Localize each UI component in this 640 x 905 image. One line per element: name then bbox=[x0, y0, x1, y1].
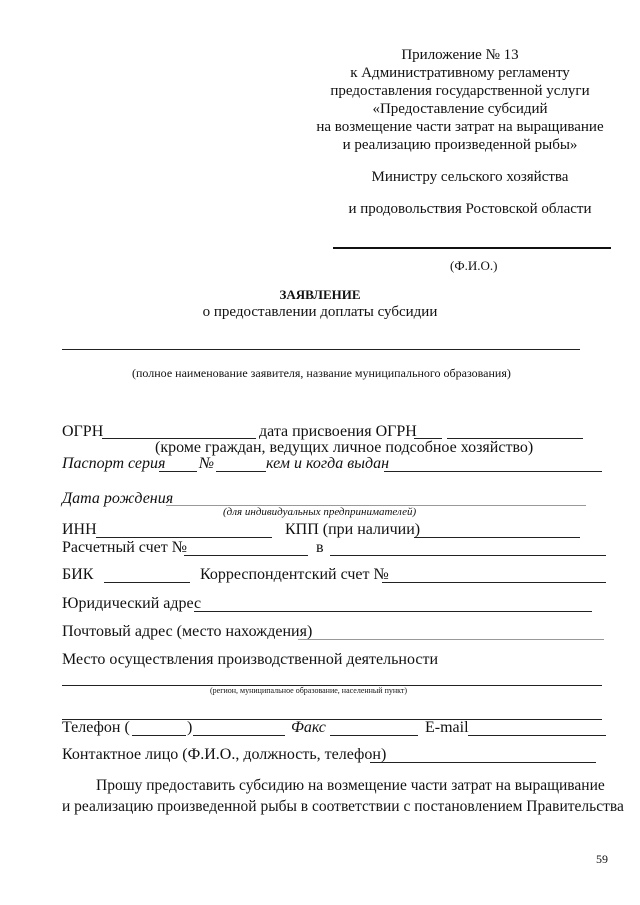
contact-person-label: Контактное лицо (Ф.И.О., должность, телефон) bbox=[62, 746, 387, 763]
birth-date-label: Дата рождения bbox=[62, 490, 174, 507]
inn-input[interactable] bbox=[96, 522, 272, 538]
activity-place-extra-input[interactable] bbox=[62, 704, 602, 720]
document-title: ЗАЯВЛЕНИЕ bbox=[279, 287, 361, 302]
bank-name-input[interactable] bbox=[330, 540, 606, 556]
document-subtitle: о предоставлении доплаты субсидии bbox=[202, 304, 438, 320]
fio-caption: (Ф.И.О.) bbox=[450, 258, 498, 273]
activity-place-label: Место осуществления производственной деятельности bbox=[62, 651, 439, 668]
ogrn-date-input[interactable] bbox=[447, 423, 583, 439]
activity-place-note: (регион, муниципальное образование, населенный пункт) bbox=[210, 686, 408, 695]
phone-number-input[interactable] bbox=[193, 720, 285, 736]
appendix-line-3: предоставления государственной услуги bbox=[330, 83, 590, 99]
birth-date-note: (для индивидуальных предпринимателей) bbox=[223, 506, 417, 518]
recipient-line-2: и продовольствия Ростовской области bbox=[348, 201, 592, 217]
appendix-line-6: и реализацию произведенной рыбы» bbox=[342, 137, 578, 153]
page-number: 59 bbox=[596, 852, 608, 866]
fax-label: Факс bbox=[291, 719, 326, 736]
account-label: Расчетный счет № bbox=[62, 539, 187, 556]
bik-label: БИК bbox=[62, 566, 94, 583]
appendix-line-5: на возмещение части затрат на выращивание bbox=[316, 119, 604, 135]
recipient-line-1: Министру сельского хозяйства bbox=[371, 169, 569, 185]
passport-series-input[interactable] bbox=[159, 456, 197, 472]
postal-address-label: Почтовый адрес (место нахождения) bbox=[62, 623, 313, 640]
appendix-number: Приложение № 13 bbox=[401, 47, 519, 63]
corr-account-input[interactable] bbox=[382, 567, 606, 583]
bank-in-label: в bbox=[316, 539, 324, 556]
legal-address-input[interactable] bbox=[194, 596, 592, 612]
passport-series-label: Паспорт серия bbox=[62, 455, 166, 472]
birth-date-input[interactable] bbox=[166, 490, 586, 506]
applicant-caption: (полное наименование заявителя, название муниципального образования) bbox=[132, 366, 511, 380]
kpp-label: КПП (при наличии) bbox=[285, 521, 421, 538]
ogrn-date-day-input[interactable] bbox=[414, 423, 442, 439]
phone-label: Телефон ( bbox=[62, 719, 130, 736]
ogrn-date-label: дата присвоения ОГРН bbox=[259, 423, 417, 440]
inn-label: ИНН bbox=[62, 521, 97, 538]
activity-place-input[interactable] bbox=[62, 670, 602, 686]
fax-input[interactable] bbox=[330, 720, 418, 736]
bik-input[interactable] bbox=[104, 567, 190, 583]
recipient-fio-input[interactable] bbox=[333, 232, 611, 249]
ogrn-label: ОГРН bbox=[62, 423, 104, 440]
contact-person-input[interactable] bbox=[370, 747, 596, 763]
account-input[interactable] bbox=[184, 540, 308, 556]
email-label: E-mail bbox=[425, 719, 469, 736]
appendix-line-2: к Административному регламенту bbox=[350, 65, 570, 81]
body-paragraph-line-1: Прошу предоставить субсидию на возмещение части затрат на выращивание bbox=[96, 777, 605, 794]
ogrn-note: (кроме граждан, ведущих личное подсобное хозяйство) bbox=[155, 439, 534, 456]
passport-issued-label: кем и когда выдан bbox=[266, 455, 390, 472]
appendix-line-4: «Предоставление субсидий bbox=[372, 101, 548, 117]
postal-address-input[interactable] bbox=[298, 624, 604, 640]
phone-code-input[interactable] bbox=[132, 720, 186, 736]
passport-number-label: № bbox=[199, 455, 215, 472]
email-input[interactable] bbox=[468, 720, 606, 736]
body-paragraph-line-2: и реализацию произведенной рыбы в соответствии с постановлением Правительства bbox=[62, 798, 624, 815]
applicant-name-input[interactable] bbox=[62, 334, 580, 350]
ogrn-input[interactable] bbox=[102, 423, 256, 439]
corr-account-label: Корреспондентский счет № bbox=[200, 566, 389, 583]
legal-address-label: Юридический адрес bbox=[62, 595, 202, 612]
passport-number-input[interactable] bbox=[216, 456, 266, 472]
kpp-input[interactable] bbox=[414, 522, 580, 538]
passport-issued-input[interactable] bbox=[384, 456, 602, 472]
phone-close-paren: ) bbox=[187, 719, 193, 736]
